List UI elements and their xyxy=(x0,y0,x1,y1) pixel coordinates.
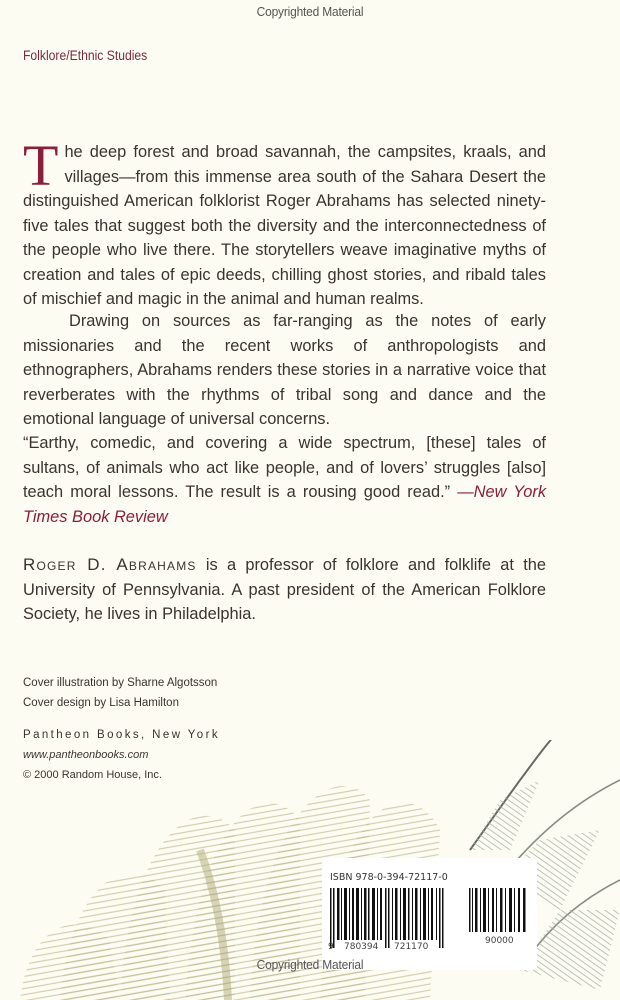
copyright-watermark-bottom: Copyrighted Material xyxy=(256,957,364,972)
description-paragraph-1 xyxy=(23,133,546,312)
review-quote xyxy=(23,431,546,529)
ean-barcode-bars xyxy=(330,888,460,948)
price-code-bars xyxy=(469,888,531,932)
review-quote-text: “Earthy, comedic, and covering a wide spectrum, [these] tales of sultans, of animals who act like people, and of lovers’ struggles [also] teach moral lessons. The result is a rousing good read.” xyxy=(23,434,546,501)
isbn-number: ISBN 978-0-394-72117-0 xyxy=(330,872,448,883)
author-bio-text: is a professor of folklore and folklife at the University of Pennsylvania. A past president of the American Folklore Society, he lives in Philadelphia. xyxy=(23,556,546,623)
design-credit: Cover design by Lisa Hamilton xyxy=(23,697,179,709)
publisher-website[interactable]: www.pantheonbooks.com xyxy=(23,749,149,761)
publisher-name: Pantheon Books, New York xyxy=(23,729,220,741)
barcode-price-code: 90000 xyxy=(485,936,514,946)
review-source: —New York Times Book Review xyxy=(23,483,547,526)
isbn-barcode xyxy=(322,858,537,970)
cover-credits xyxy=(23,673,217,713)
category-label: Folklore/Ethnic Studies xyxy=(23,48,148,63)
barcode-lead-digit: 9 xyxy=(328,942,334,952)
description-paragraph-1-text: he deep forest and broad savannah, the campsites, kraals, and villages—from this immense area south of the Sahara Desert the distinguished American folklorist Roger Abrahams has selected ninety-five tales that suggest both the diversity and the interconnectedness of the people who live there. The storytellers weave imaginative myths of creation and tales of epic deeds, chilling ghost stories, and ribald tales of mischief and magic in the animal and human realms. xyxy=(23,143,546,308)
drop-cap: T xyxy=(23,133,59,198)
description-paragraph-2: Drawing on sources as far-ranging as the notes of early missionaries and the recent works of anthropologists and ethnographers, Abrahams renders these stories in a narrative voice that reverberates with the rhythms of tribal song and dance and the emotional language of universal concerns. xyxy=(23,312,546,428)
author-bio xyxy=(23,553,546,627)
copyright-notice: © 2000 Random House, Inc. xyxy=(23,769,162,781)
barcode-digits-group-1: 780394 xyxy=(344,942,379,952)
copyright-watermark-top: Copyrighted Material xyxy=(256,4,364,19)
illustration-credit: Cover illustration by Sharne Algotsson xyxy=(23,677,218,689)
author-name: Roger D. Abrahams xyxy=(23,555,197,574)
barcode-digits-group-2: 721170 xyxy=(394,942,429,952)
